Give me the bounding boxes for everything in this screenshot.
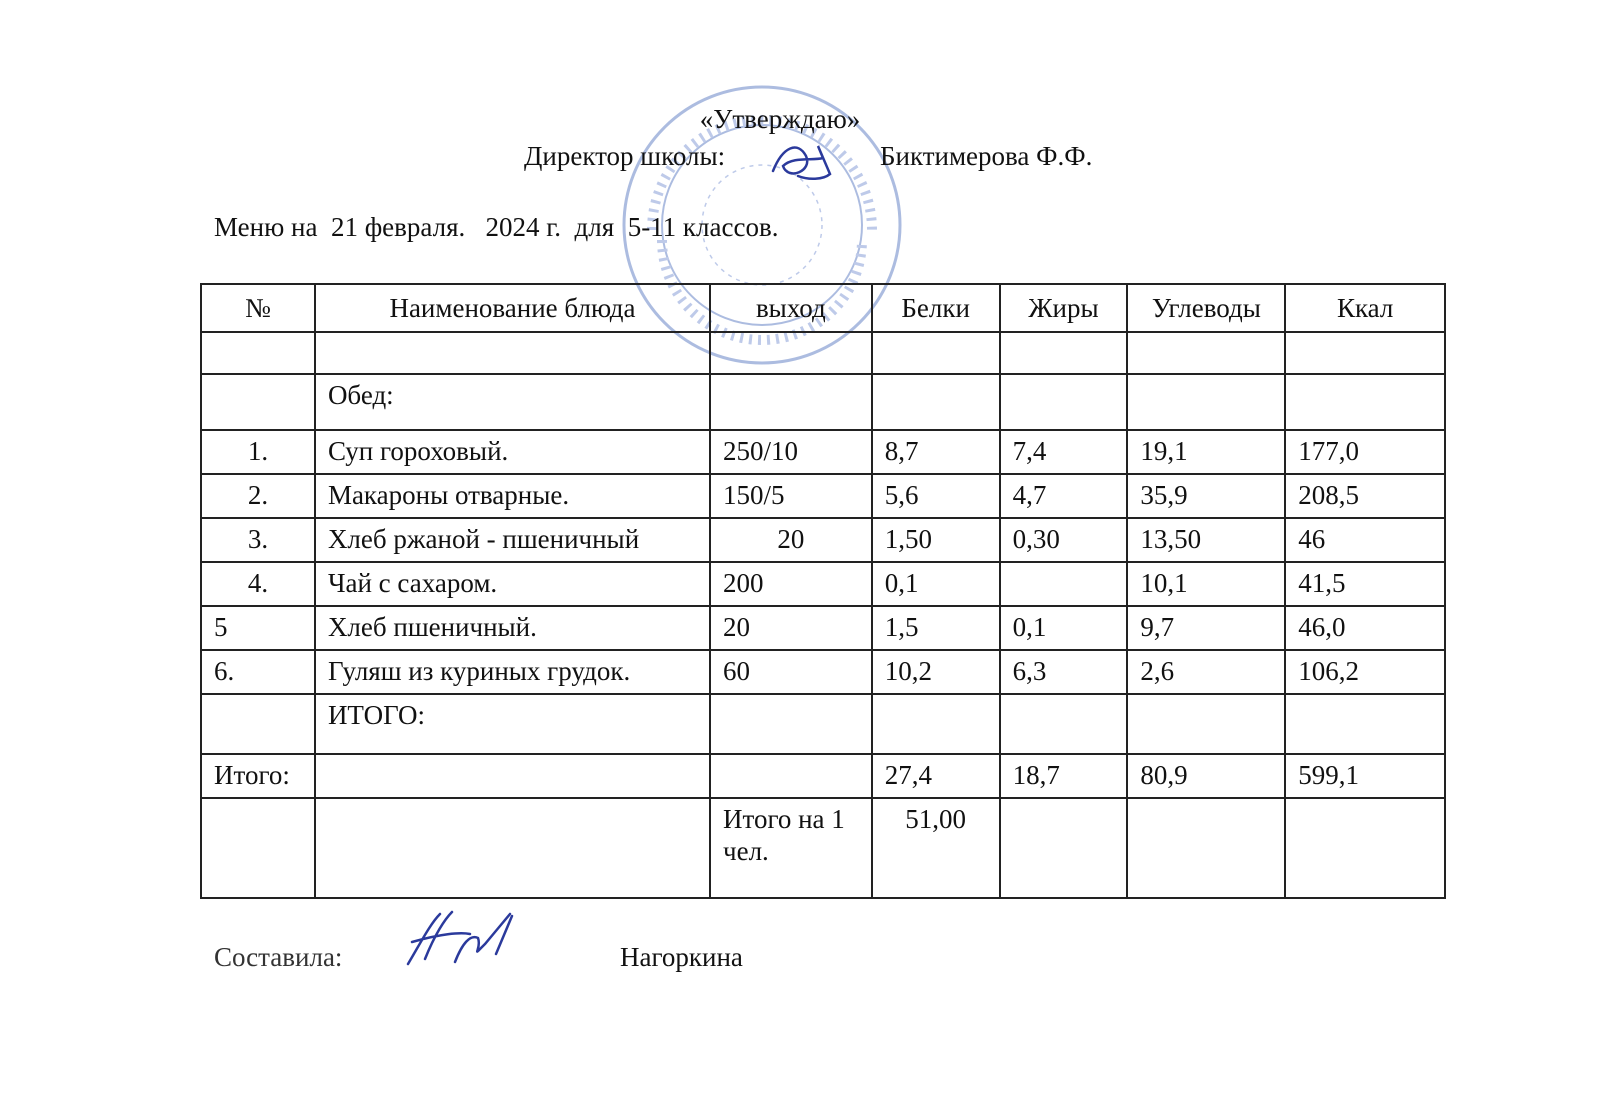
- dish-protein: 5,6: [872, 474, 1000, 518]
- dish-protein: 10,2: [872, 650, 1000, 694]
- table-row: [201, 606, 1445, 650]
- total-label: Итого:: [201, 754, 315, 798]
- menu-table: [200, 283, 1446, 899]
- itogo-caps-label: ИТОГО:: [315, 694, 710, 754]
- header-cell: Белки: [872, 284, 1000, 332]
- dish-fat: 7,4: [1000, 430, 1128, 474]
- row-number: 3.: [201, 518, 315, 562]
- dish-name: Чай с сахаром.: [315, 562, 710, 606]
- composed-label: Составила:: [214, 942, 343, 972]
- dish-carbs: 9,7: [1127, 606, 1285, 650]
- dish-carbs: 19,1: [1127, 430, 1285, 474]
- dish-fat: 0,30: [1000, 518, 1128, 562]
- approval-title: «Утверждаю»: [699, 104, 861, 134]
- dish-protein: 1,5: [872, 606, 1000, 650]
- total-kcal: 599,1: [1285, 754, 1445, 798]
- dish-carbs: 35,9: [1127, 474, 1285, 518]
- total-carbs: 80,9: [1127, 754, 1285, 798]
- dish-protein: 8,7: [872, 430, 1000, 474]
- director-signature: [768, 136, 848, 186]
- dish-fat: 4,7: [1000, 474, 1128, 518]
- row-number: 2.: [201, 474, 315, 518]
- dish-output: 150/5: [710, 474, 872, 518]
- dish-name: Хлеб пшеничный.: [315, 606, 710, 650]
- table-row-per-person: [201, 798, 1445, 898]
- table-row-section: [201, 374, 1445, 430]
- table-row-itogo-caps: [201, 694, 1445, 754]
- dish-protein: 0,1: [872, 562, 1000, 606]
- director-line: [524, 141, 1093, 172]
- dish-name: Гуляш из куриных грудок.: [315, 650, 710, 694]
- header-cell: Жиры: [1000, 284, 1128, 332]
- composer-name: Нагоркина: [620, 942, 743, 972]
- dish-kcal: 41,5: [1285, 562, 1445, 606]
- total-fat: 18,7: [1000, 754, 1128, 798]
- header-cell: выход: [710, 284, 872, 332]
- per-person-label: Итого на 1 чел.: [710, 798, 872, 898]
- per-person-value: 51,00: [872, 798, 1000, 898]
- table-header-row: [201, 284, 1445, 332]
- dish-fat: [1000, 562, 1128, 606]
- header-cell: Наименование блюда: [315, 284, 710, 332]
- row-number: 4.: [201, 562, 315, 606]
- row-number: 1.: [201, 430, 315, 474]
- dish-output: 60: [710, 650, 872, 694]
- dish-fat: 0,1: [1000, 606, 1128, 650]
- header-cell: №: [201, 284, 315, 332]
- table-row-total: [201, 754, 1445, 798]
- header-cell: Углеводы: [1127, 284, 1285, 332]
- dish-protein: 1,50: [872, 518, 1000, 562]
- dish-kcal: 46: [1285, 518, 1445, 562]
- dish-carbs: 2,6: [1127, 650, 1285, 694]
- dish-carbs: 13,50: [1127, 518, 1285, 562]
- composer-signature: [400, 904, 530, 974]
- dish-output: 20: [710, 606, 872, 650]
- row-number: 5: [201, 606, 315, 650]
- dish-fat: 6,3: [1000, 650, 1128, 694]
- dish-name: Суп гороховый.: [315, 430, 710, 474]
- total-protein: 27,4: [872, 754, 1000, 798]
- dish-kcal: 46,0: [1285, 606, 1445, 650]
- director-label: Директор школы:: [524, 141, 726, 171]
- row-number: 6.: [201, 650, 315, 694]
- menu-title: Меню на 21 февраля. 2024 г. для 5-11 классов.: [214, 212, 779, 242]
- table-row: [201, 518, 1445, 562]
- dish-kcal: 177,0: [1285, 430, 1445, 474]
- dish-output: 250/10: [710, 430, 872, 474]
- dish-name: Хлеб ржаной - пшеничный: [315, 518, 710, 562]
- dish-carbs: 10,1: [1127, 562, 1285, 606]
- dish-kcal: 208,5: [1285, 474, 1445, 518]
- table-row-empty: [201, 332, 1445, 374]
- dish-kcal: 106,2: [1285, 650, 1445, 694]
- table-row: [201, 430, 1445, 474]
- table-row: [201, 562, 1445, 606]
- dish-output: 200: [710, 562, 872, 606]
- dish-name: Макароны отварные.: [315, 474, 710, 518]
- header-cell: Ккал: [1285, 284, 1445, 332]
- dish-output: 20: [710, 518, 872, 562]
- section-label: Обед:: [315, 374, 710, 430]
- table-row: [201, 650, 1445, 694]
- director-name: Биктимерова Ф.Ф.: [880, 141, 1093, 171]
- table-row: [201, 474, 1445, 518]
